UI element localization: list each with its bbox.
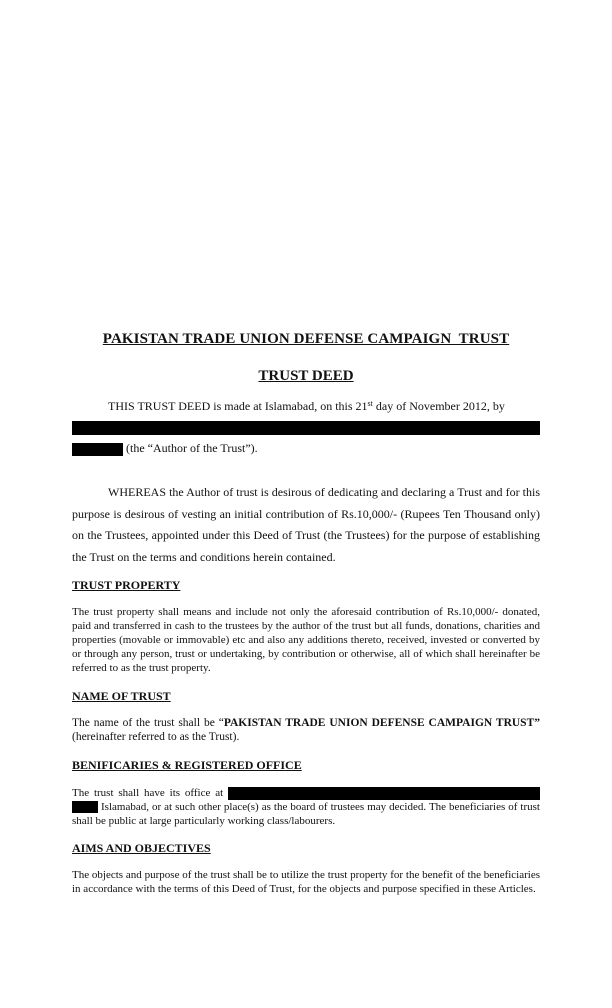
office-text-start: The trust shall have its office at	[72, 787, 228, 799]
redacted-office-address-cont	[72, 801, 98, 813]
name-of-trust-text-end: (hereinafter referred to as the Trust).	[72, 731, 240, 743]
section-body-name-of-trust	[72, 716, 540, 744]
section-body-beneficiaries	[72, 786, 540, 828]
intro-ordinal-suffix: st	[367, 399, 373, 408]
redacted-office-address	[228, 787, 540, 800]
section-heading-aims: AIMS AND OBJECTIVES	[72, 841, 211, 855]
whereas-paragraph: WHEREAS the Author of trust is desirous of dedicating and declaring a Trust and for this purpose is desirous of vesting an initial contribution of Rs.10,000/- (Rupees Ten Thousand only) on the Trustees, appointed under this Deed of Trust (the Trustees) for the purpose of establishing the Trust on the terms and conditions herein contained.	[72, 485, 540, 564]
section-body-trust-property: The trust property shall means and include not only the aforesaid contribution of Rs.10,000/- donated, paid and transferred in cash to the trustees by the author of the trust but all funds, donations, charities and properties (movable or immovable) etc and also any additions thereto, received, invested or converted by or through any person, trust or undertaking, by contribution or otherwise, all of which shall hereinafter be referred to as the trust property.	[72, 606, 540, 674]
author-suffix: (the “Author of the Trust”).	[123, 441, 258, 455]
section-heading-beneficiaries: BENIFICARIES & REGISTERED OFFICE	[72, 758, 302, 772]
intro-text-start: THIS TRUST DEED is made at Islamabad, on this 21	[108, 399, 368, 413]
office-text-end: Islamabad, or at such other place(s) as the board of trustees may decided. The beneficiaries of trust shall be public at large particularly working class/labourers.	[72, 801, 540, 827]
redacted-author-name	[72, 421, 540, 435]
section-heading-name-of-trust: NAME OF TRUST	[72, 689, 171, 703]
trust-name-bold: PAKISTAN TRADE UNION DEFENSE CAMPAIGN TRUST”	[223, 717, 540, 729]
document-title: PAKISTAN TRADE UNION DEFENSE CAMPAIGN TRUST	[102, 331, 510, 347]
intro-paragraph	[72, 399, 540, 413]
intro-text-end: day of November 2012, by	[372, 399, 505, 413]
name-of-trust-text-start: The name of the trust shall be “	[72, 717, 224, 729]
document-subtitle: TRUST DEED	[258, 368, 354, 384]
document-page	[72, 0, 540, 1008]
author-line	[72, 441, 540, 456]
section-heading-trust-property: TRUST PROPERTY	[72, 578, 181, 592]
section-body-aims: The objects and purpose of the trust shall be to utilize the trust property for the benefit of the beneficiaries in accordance with the terms of this Deed of Trust, for the objects and purpose specified in these Articles.	[72, 869, 540, 895]
redacted-author-detail	[72, 443, 123, 456]
